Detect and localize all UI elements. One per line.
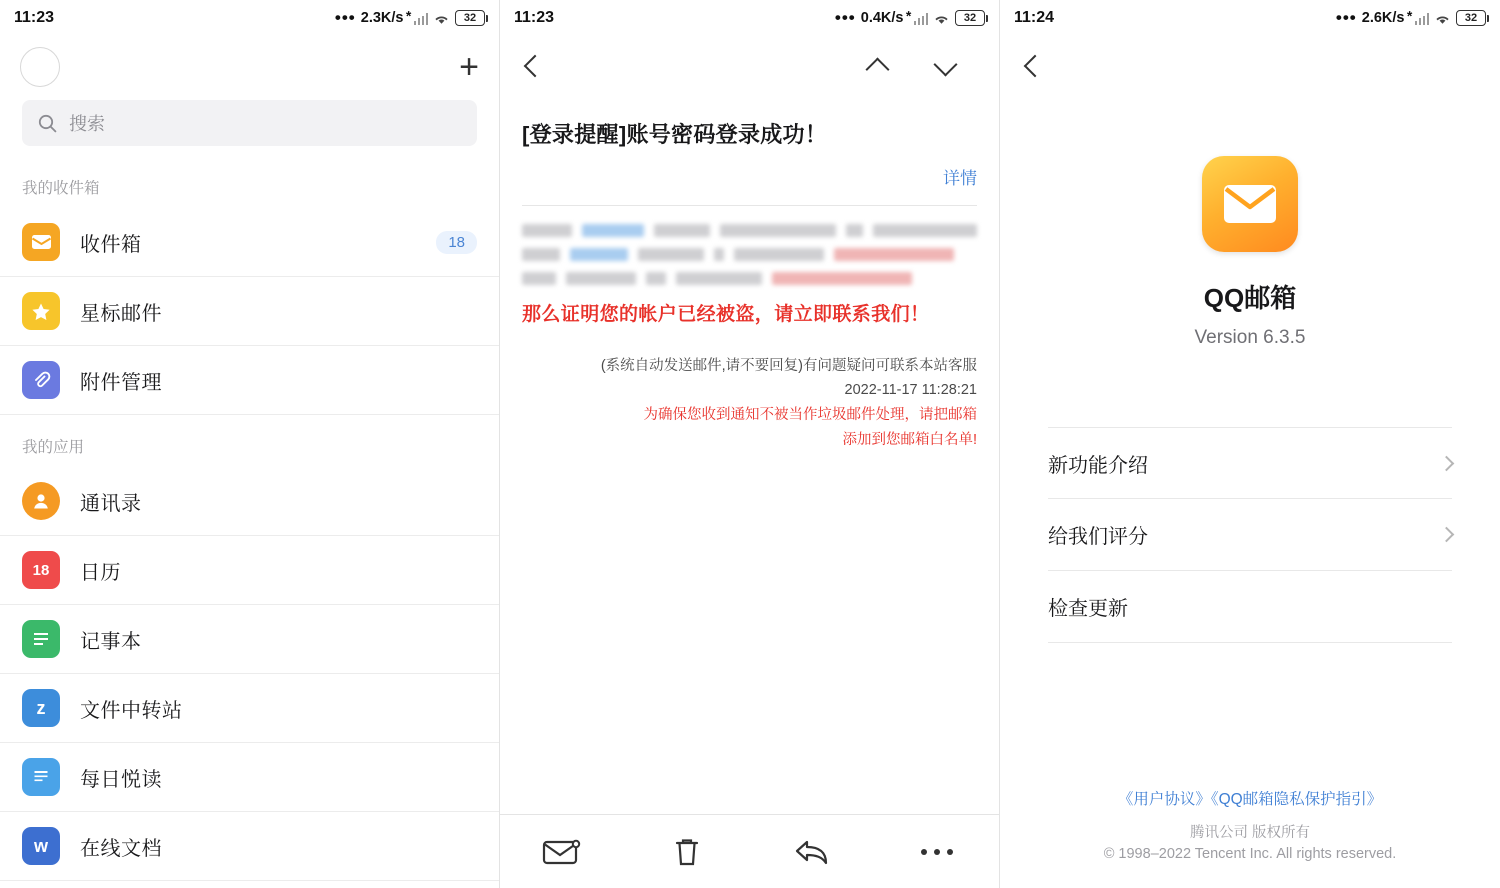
sidebar-item-label: 每日悦读 <box>80 768 162 791</box>
sidebar-item-label: 星标邮件 <box>80 302 162 325</box>
signal-bars-icon <box>414 12 429 25</box>
about-menu <box>1000 427 1500 643</box>
navbar-about <box>1000 36 1500 98</box>
mail-system-note: (系统自动发送邮件,请不要回复)有问题疑问可联系本站客服 <box>600 357 977 374</box>
next-mail-button[interactable] <box>933 55 957 79</box>
status-bar-2 <box>500 0 999 36</box>
copyright-line-1: 腾讯公司 版权所有 <box>1189 825 1311 841</box>
mail-content <box>500 98 999 452</box>
status-bar-3 <box>1000 0 1500 36</box>
sidebar-item-contacts[interactable] <box>0 467 499 536</box>
sidebar-item-online-doc[interactable] <box>0 812 499 881</box>
sidebar-item-starred[interactable] <box>0 277 499 346</box>
compose-add-button[interactable]: + <box>459 48 479 86</box>
status-bar-1 <box>0 0 499 36</box>
attachment-icon <box>22 361 60 399</box>
screen-mail-detail <box>500 0 1000 888</box>
search-container <box>0 98 499 156</box>
agreements-link[interactable]: 《用户协议》《QQ邮箱隐私保护指引》 <box>1117 791 1383 808</box>
chevron-right-icon <box>1439 455 1455 471</box>
sidebar-item-label: 通讯录 <box>80 492 142 515</box>
screen-mailbox-list <box>0 0 500 888</box>
network-speed: 0.4K/s <box>860 10 904 26</box>
notepad-icon <box>22 620 60 658</box>
mail-action-toolbar <box>500 814 999 888</box>
navbar-mail-detail <box>500 36 999 98</box>
inbox-unread-badge: 18 <box>436 231 477 254</box>
battery-indicator: 32 <box>455 10 485 26</box>
network-speed: 2.3K/s <box>360 10 404 26</box>
app-name: QQ邮箱 <box>1203 283 1297 313</box>
screen-about <box>1000 0 1500 888</box>
daily-read-icon <box>22 758 60 796</box>
mail-warning-text: 那么证明您的帐户已经被盗，请立即联系我们！ <box>522 303 930 325</box>
sidebar-item-daily-read[interactable] <box>0 743 499 812</box>
mail-subject: [登录提醒]账号密码登录成功！ <box>522 122 828 147</box>
mail-detail-link[interactable]: 详情 <box>943 168 977 188</box>
reply-icon[interactable] <box>785 832 839 872</box>
signal-bars-icon <box>1415 12 1430 25</box>
back-button[interactable] <box>1020 54 1046 80</box>
network-dots-icon: ••• <box>1335 8 1357 27</box>
wifi-icon <box>933 12 950 25</box>
sidebar-item-label: 记事本 <box>80 630 142 653</box>
sidebar-item-label: 附件管理 <box>80 371 162 394</box>
calendar-icon: 18 <box>22 551 60 589</box>
contacts-icon <box>22 482 60 520</box>
sidebar-item-label: 收件箱 <box>80 233 142 256</box>
previous-mail-button[interactable] <box>865 55 889 79</box>
online-doc-icon: w <box>22 827 60 865</box>
more-icon[interactable] <box>910 832 964 872</box>
chevron-right-icon <box>1439 527 1455 543</box>
search-icon <box>38 114 57 133</box>
about-row-label: 检查更新 <box>1048 598 1128 620</box>
about-row-new-features[interactable] <box>1048 427 1452 499</box>
network-speed: 2.6K/s <box>1361 10 1405 26</box>
status-time: 11:23 <box>14 9 55 26</box>
about-row-check-update[interactable] <box>1048 571 1452 643</box>
sidebar-item-calendar[interactable] <box>0 536 499 605</box>
wifi-icon <box>433 12 450 25</box>
sidebar-item-label: 文件中转站 <box>80 699 183 722</box>
sidebar-item-file-transfer[interactable] <box>0 674 499 743</box>
section-title-apps: 我的应用 <box>22 439 85 456</box>
section-title-inbox: 我的收件箱 <box>22 180 100 197</box>
sidebar-item-notepad[interactable] <box>0 605 499 674</box>
search-placeholder: 搜索 <box>69 114 105 134</box>
network-dots-icon: ••• <box>334 8 356 27</box>
about-header <box>1000 98 1500 349</box>
file-transfer-icon: z <box>22 689 60 727</box>
navbar-mailbox <box>0 36 499 98</box>
qqmail-app-icon <box>1202 156 1298 252</box>
about-footer <box>1000 787 1500 862</box>
mail-whitelist-note-1: 为确保您收到通知不被当作垃圾邮件处理，请把邮箱 <box>643 406 977 423</box>
trash-icon[interactable] <box>660 832 714 872</box>
sidebar-item-attachments[interactable] <box>0 346 499 415</box>
status-time: 11:23 <box>514 9 555 26</box>
search-input[interactable] <box>22 100 477 146</box>
sidebar-item-label: 日历 <box>80 561 121 584</box>
wifi-icon <box>1434 12 1451 25</box>
signal-bars-icon <box>914 12 929 25</box>
sidebar-item-label: 在线文档 <box>80 837 162 860</box>
battery-indicator: 32 <box>955 10 985 26</box>
sidebar-item-inbox[interactable] <box>0 208 499 277</box>
about-row-rate-us[interactable] <box>1048 499 1452 571</box>
copyright-line-2: © 1998–2022 Tencent Inc. All rights reserved. <box>1103 846 1397 862</box>
mail-whitelist-note-2: 添加到您邮箱白名单! <box>842 431 977 448</box>
battery-indicator: 32 <box>1456 10 1486 26</box>
about-row-label: 新功能介绍 <box>1048 454 1148 477</box>
back-button[interactable] <box>520 54 546 80</box>
mail-footer <box>522 354 977 453</box>
mail-timestamp: 2022-11-17 11:28:21 <box>844 382 977 399</box>
status-time: 11:24 <box>1014 9 1055 26</box>
star-icon <box>22 292 60 330</box>
app-version: Version 6.3.5 <box>1194 327 1306 348</box>
avatar[interactable] <box>20 47 60 87</box>
mark-unread-icon[interactable] <box>535 832 589 872</box>
network-dots-icon: ••• <box>834 8 856 27</box>
about-row-label: 给我们评分 <box>1048 526 1148 548</box>
inbox-icon <box>22 223 60 261</box>
mail-redacted-body <box>522 206 977 285</box>
